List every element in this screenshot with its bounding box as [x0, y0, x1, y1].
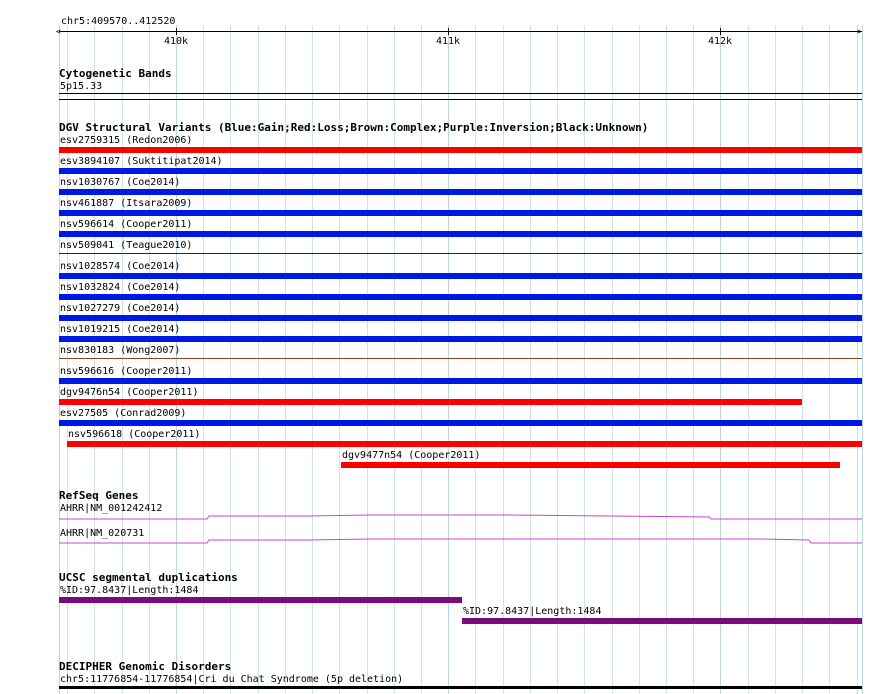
grid-line — [666, 25, 667, 694]
decipher-track-title[interactable]: DECIPHER Genomic Disorders — [59, 660, 232, 673]
ruler-axis — [59, 31, 862, 32]
ruler-right-end-icon: > — [857, 27, 862, 36]
dgv-feature-label[interactable]: nsv461887 (Itsara2009) — [60, 198, 193, 209]
dgv-feature-bar[interactable] — [59, 168, 862, 174]
ruler-tick-label: 410k — [163, 36, 189, 47]
segdup-feature-bar[interactable] — [462, 618, 862, 624]
dgv-feature-label[interactable]: nsv830183 (Wong2007) — [60, 345, 181, 356]
dgv-feature-label[interactable]: esv3894107 (Suktitipat2014) — [60, 156, 223, 167]
cytoband-outline-top — [59, 93, 862, 94]
decipher-feature-label[interactable]: chr5:11776854-11776854|Cri du Chat Syndrome (5p deletion) — [60, 674, 404, 685]
gene-label[interactable]: AHRR|NM_001242412 — [60, 503, 163, 514]
cytoband-outline-bottom — [59, 99, 862, 100]
cytoband-label[interactable]: 5p15.33 — [60, 81, 103, 92]
grid-line — [857, 25, 858, 694]
grid-edge-line — [862, 25, 863, 694]
segdup-feature-bar[interactable] — [59, 597, 462, 603]
dgv-feature-label[interactable]: nsv1030767 (Coe2014) — [60, 177, 181, 188]
dgv-feature-label[interactable]: nsv1032824 (Coe2014) — [60, 282, 181, 293]
ruler-tick-label: 412k — [707, 36, 733, 47]
gene-transcript-1[interactable] — [59, 512, 862, 524]
ruler-tick — [720, 28, 721, 35]
decipher-feature-bar[interactable] — [59, 686, 862, 689]
ruler-tick-label: 411k — [435, 36, 461, 47]
dgv-feature-bar[interactable] — [59, 336, 862, 342]
grid-line — [720, 25, 721, 694]
grid-line — [829, 25, 830, 694]
gene-transcript-2[interactable] — [59, 536, 862, 548]
dgv-feature-bar[interactable] — [59, 273, 862, 279]
dgv-feature-bar[interactable] — [59, 399, 802, 405]
grid-line — [802, 25, 803, 694]
dgv-feature-bar[interactable] — [59, 294, 862, 300]
dgv-feature-bar[interactable] — [59, 420, 862, 426]
dgv-track-title[interactable]: DGV Structural Variants (Blue:Gain;Red:Loss;Brown:Complex;Purple:Inversion;Black:Unknown) — [59, 121, 649, 134]
dgv-feature-label[interactable]: dgv9477n54 (Cooper2011) — [342, 450, 481, 461]
dgv-feature-label[interactable]: esv2759315 (Redon2006) — [60, 135, 193, 146]
segdup-track-title[interactable]: UCSC segmental duplications — [59, 571, 238, 584]
grid-line — [693, 25, 694, 694]
dgv-feature-bar[interactable] — [59, 147, 862, 153]
segdup-feature-label[interactable]: %ID:97.8437|Length:1484 — [463, 606, 602, 617]
dgv-feature-label[interactable]: esv27505 (Conrad2009) — [60, 408, 187, 419]
ruler-left-end-icon: < — [56, 27, 61, 36]
ruler-tick — [448, 28, 449, 35]
dgv-feature-bar[interactable] — [59, 315, 862, 321]
dgv-feature-label[interactable]: nsv596614 (Cooper2011) — [60, 219, 193, 230]
dgv-feature-bar[interactable] — [59, 378, 862, 384]
gene-label[interactable]: AHRR|NM_020731 — [60, 528, 145, 539]
dgv-feature-label[interactable]: nsv1028574 (Coe2014) — [60, 261, 181, 272]
refseq-track-title[interactable]: RefSeq Genes — [59, 489, 139, 502]
location-label: chr5:409570..412520 — [61, 16, 176, 27]
grid-line — [748, 25, 749, 694]
dgv-feature-bar[interactable] — [67, 441, 862, 447]
grid-line — [775, 25, 776, 694]
dgv-feature-bar[interactable] — [59, 358, 862, 359]
segdup-feature-label[interactable]: %ID:97.8437|Length:1484 — [60, 585, 199, 596]
cytobands-track-title[interactable]: Cytogenetic Bands — [59, 67, 172, 80]
dgv-feature-label[interactable]: dgv9476n54 (Cooper2011) — [60, 387, 199, 398]
dgv-feature-label[interactable]: nsv1027279 (Coe2014) — [60, 303, 181, 314]
dgv-feature-bar[interactable] — [59, 253, 862, 254]
dgv-feature-bar[interactable] — [59, 210, 862, 216]
dgv-feature-bar[interactable] — [59, 189, 862, 195]
dgv-feature-bar[interactable] — [59, 231, 862, 237]
dgv-feature-label[interactable]: nsv596618 (Cooper2011) — [68, 429, 201, 440]
dgv-feature-label[interactable]: nsv509041 (Teague2010) — [60, 240, 193, 251]
dgv-feature-label[interactable]: nsv596616 (Cooper2011) — [60, 366, 193, 377]
ruler-tick — [176, 28, 177, 35]
dgv-feature-label[interactable]: nsv1019215 (Coe2014) — [60, 324, 181, 335]
dgv-feature-bar[interactable] — [341, 462, 840, 468]
